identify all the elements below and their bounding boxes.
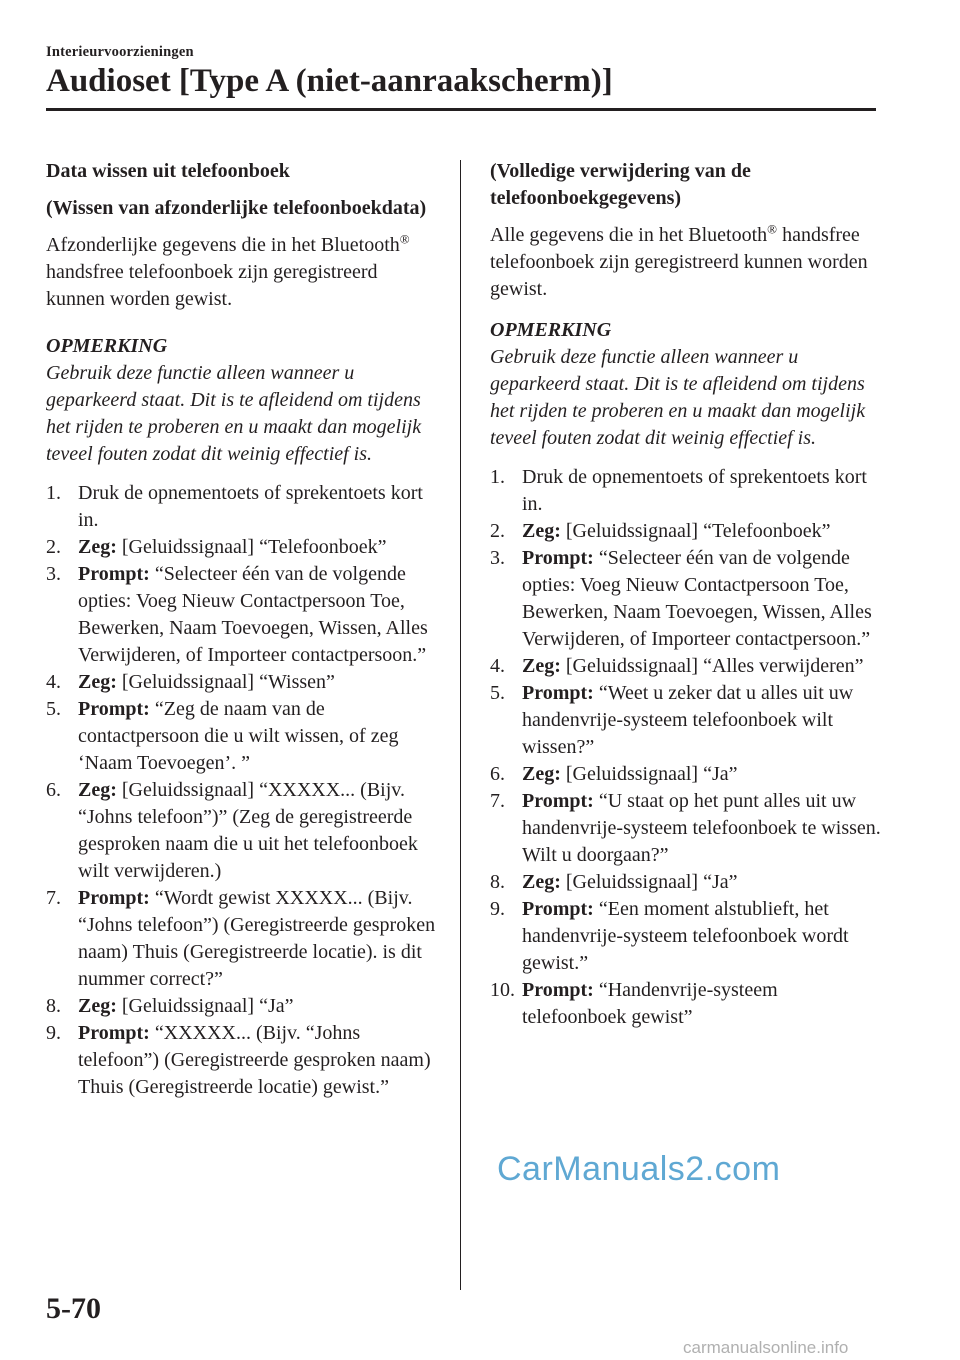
- step-number: 8.: [490, 871, 505, 893]
- step-text: Druk de opnementoets of sprekentoets kort in.: [522, 466, 867, 515]
- step-number: 4.: [490, 655, 505, 677]
- step-keyword: Prompt:: [522, 547, 594, 569]
- step-text: “U staat op het punt alles uit uw handenvrije-systeem telefoonboek te wissen. Wilt u doorgaan?”: [522, 790, 881, 866]
- note-text: Gebruik deze functie alleen wanneer u geparkeerd staat. Dit is te afleidend om tijdens het rijden te proberen en u maakt dan mogelijk teveel fouten zodat dit weinig effectief is.: [490, 346, 866, 449]
- step-number: 2.: [46, 536, 61, 558]
- step-number: 9.: [46, 1022, 61, 1044]
- step-text: “Een moment alstublieft, het handenvrije-systeem telefoonboek wordt gewist.”: [522, 898, 849, 974]
- step-item: [490, 788, 882, 869]
- step-number: 3.: [46, 563, 61, 585]
- step-item: [46, 696, 438, 777]
- step-keyword: Prompt:: [78, 1022, 150, 1044]
- step-number: 8.: [46, 995, 61, 1017]
- step-item: [46, 993, 438, 1020]
- steps-list: [46, 480, 438, 1101]
- step-text: “Wordt gewist XXXXX... (Bijv. “Johns telefoon”) (Geregistreerde gesproken naam) Thuis (Geregistreerde locatie). is dit nummer correct?”: [78, 887, 436, 990]
- step-keyword: Prompt:: [522, 682, 594, 704]
- step-item: [46, 777, 438, 885]
- step-keyword: Prompt:: [78, 563, 150, 585]
- registered-mark: ®: [767, 221, 778, 237]
- steps-list: [490, 464, 882, 1031]
- step-keyword: Zeg:: [522, 655, 561, 677]
- step-item: [490, 761, 882, 788]
- footer-url[interactable]: carmanualsonline.info: [683, 1338, 849, 1357]
- step-text: [Geluidssignaal] “Ja”: [565, 871, 738, 893]
- step-item: [490, 680, 882, 761]
- step-keyword: Zeg:: [78, 779, 117, 801]
- step-item: [46, 480, 438, 534]
- step-keyword: Prompt:: [522, 790, 594, 812]
- step-number: 1.: [490, 466, 505, 488]
- step-item: [490, 869, 882, 896]
- step-keyword: Prompt:: [78, 887, 150, 909]
- step-keyword: Prompt:: [78, 698, 150, 720]
- step-text: [Geluidssignaal] “Telefoonboek”: [121, 536, 387, 558]
- section-label: Interieurvoorzieningen: [46, 44, 194, 60]
- step-item: [490, 464, 882, 518]
- step-keyword: Prompt:: [522, 979, 594, 1001]
- page-number: 5-70: [46, 1292, 101, 1325]
- step-keyword: Zeg:: [522, 871, 561, 893]
- note-label: OPMERKING: [46, 335, 168, 357]
- title-rule: [46, 108, 876, 111]
- step-item: [490, 977, 882, 1031]
- step-text: [Geluidssignaal] “Alles verwijderen”: [565, 655, 864, 677]
- step-number: 2.: [490, 520, 505, 542]
- step-number: 4.: [46, 671, 61, 693]
- step-text: Druk de opnementoets of sprekentoets kort in.: [78, 482, 423, 531]
- step-text: [Geluidssignaal] “XXXXX... (Bijv. “Johns telefoon”)” (Zeg de geregistreerde gesproken naam die u uit het telefoonboek wilt verwijderen.): [78, 779, 418, 882]
- column-divider: [460, 160, 461, 1290]
- step-number: 5.: [490, 682, 505, 704]
- step-item: [46, 669, 438, 696]
- step-item: [490, 518, 882, 545]
- step-item: [46, 885, 438, 993]
- step-keyword: Zeg:: [522, 520, 561, 542]
- step-text: [Geluidssignaal] “Telefoonboek”: [565, 520, 831, 542]
- step-text: [Geluidssignaal] “Ja”: [565, 763, 738, 785]
- step-text: “Weet u zeker dat u alles uit uw handenvrije-systeem telefoonboek wilt wissen?”: [522, 682, 854, 758]
- step-keyword: Zeg:: [78, 536, 117, 558]
- step-text: [Geluidssignaal] “Ja”: [121, 995, 294, 1017]
- step-text: “Zeg de naam van de contactpersoon die u wilt wissen, of zeg ‘Naam Toevoegen’. ”: [78, 698, 399, 774]
- subheading: (Wissen van afzonderlijke telefoonboekdata): [46, 197, 427, 219]
- subheading: (Volledige verwijdering van de telefoonboekgegevens): [490, 160, 751, 209]
- step-item: [46, 534, 438, 561]
- watermark-logo: CarManuals2.com: [497, 1150, 781, 1188]
- step-item: [46, 561, 438, 669]
- step-text: [Geluidssignaal] “Wissen”: [121, 671, 335, 693]
- step-number: 7.: [46, 887, 61, 909]
- step-item: [490, 653, 882, 680]
- note-text: Gebruik deze functie alleen wanneer u geparkeerd staat. Dit is te afleidend om tijdens het rijden te proberen en u maakt dan mogelijk teveel fouten zodat dit weinig effectief is.: [46, 362, 422, 465]
- note-label: OPMERKING: [490, 319, 612, 341]
- step-number: 6.: [46, 779, 61, 801]
- right-column: [490, 158, 882, 1031]
- step-number: 1.: [46, 482, 61, 504]
- step-text: “Handenvrije-systeem telefoonboek gewist”: [522, 979, 778, 1028]
- section-heading: Data wissen uit telefoonboek: [46, 160, 290, 182]
- registered-mark: ®: [399, 231, 410, 247]
- step-number: 3.: [490, 547, 505, 569]
- intro-paragraph: Alle gegevens die in het Bluetooth® handsfree telefoonboek zijn geregistreerd kunnen worden gewist.: [490, 221, 868, 300]
- intro-paragraph: Afzonderlijke gegevens die in het Bluetooth® handsfree telefoonboek zijn geregistreerd kunnen worden gewist.: [46, 231, 410, 310]
- step-item: [46, 1020, 438, 1101]
- step-number: 5.: [46, 698, 61, 720]
- step-keyword: Zeg:: [78, 995, 117, 1017]
- step-text: “Selecteer één van de volgende opties: Voeg Nieuw Contactpersoon Toe, Bewerken, Naam Toevoegen, Wissen, Alles Verwijderen, of Importeer contactpersoon.”: [78, 563, 428, 666]
- step-number: 6.: [490, 763, 505, 785]
- step-number: 7.: [490, 790, 505, 812]
- page-title: Audioset [Type A (niet-aanraakscherm)]: [46, 63, 613, 99]
- step-keyword: Prompt:: [522, 898, 594, 920]
- step-item: [490, 545, 882, 653]
- step-item: [490, 896, 882, 977]
- step-number: 9.: [490, 898, 505, 920]
- step-number: 10.: [490, 979, 515, 1001]
- left-column: [46, 158, 438, 1101]
- step-keyword: Zeg:: [78, 671, 117, 693]
- step-text: “Selecteer één van de volgende opties: Voeg Nieuw Contactpersoon Toe, Bewerken, Naam Toevoegen, Wissen, Alles Verwijderen, of Importeer contactpersoon.”: [522, 547, 872, 650]
- step-keyword: Zeg:: [522, 763, 561, 785]
- step-text: “XXXXX... (Bijv. “Johns telefoon”) (Geregistreerde gesproken naam) Thuis (Geregistreerde locatie) gewist.”: [78, 1022, 431, 1098]
